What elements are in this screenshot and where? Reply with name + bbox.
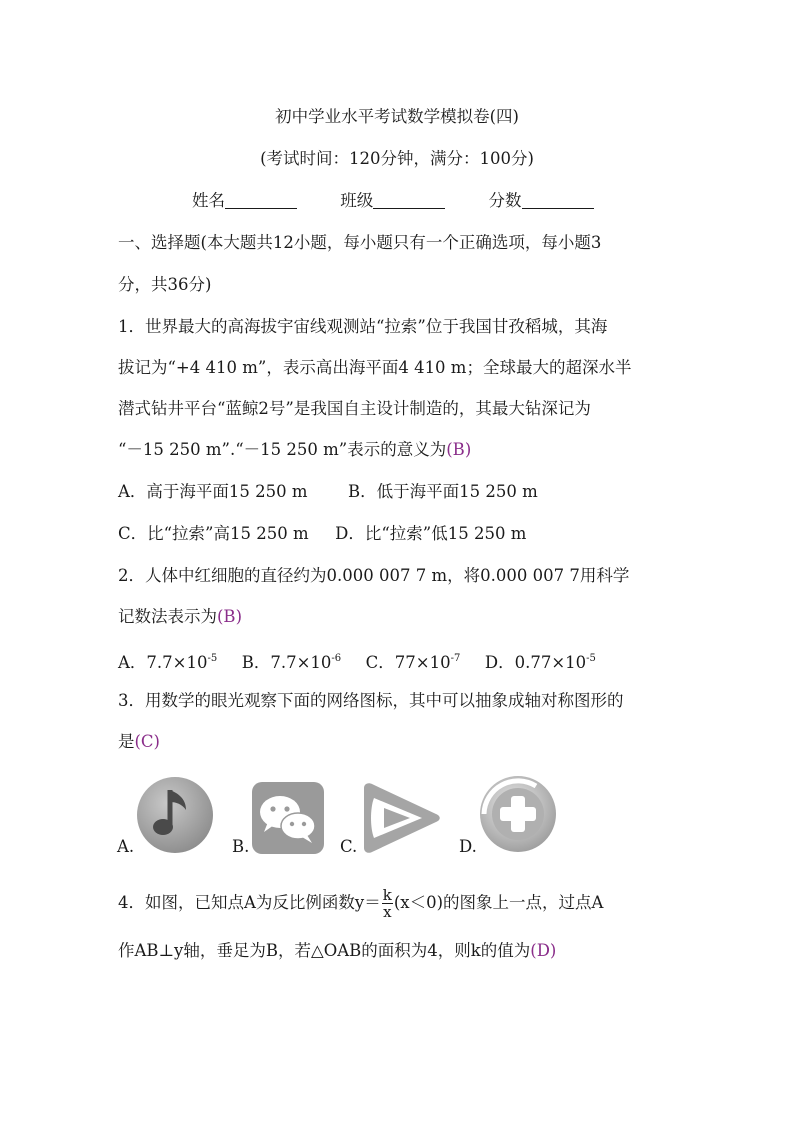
q1-line2: 拔记为“+4 410 m”，表示高出海平面4 410 m；全球最大的超深水半 [118, 358, 632, 377]
section-heading-line1: 一、选择题(本大题共12小题，每小题只有一个正确选项，每小题3 [118, 233, 602, 252]
score-field [489, 190, 594, 212]
q3-stem-end: 是 [118, 732, 135, 751]
score-label: 分数 [488, 191, 522, 210]
score-blank [522, 192, 594, 209]
q1-stem-end: “－15 250 m”.“－15 250 m”表示的意义为 [118, 440, 447, 459]
wechat-chat-icon [252, 782, 324, 854]
q1-line3: 潜式钻井平台“蓝鲸2号”是我国自主设计制造的，其最大钻深记为 [118, 399, 591, 418]
q2-line2 [118, 606, 242, 628]
q2-options-row [118, 648, 596, 674]
student-info-row [192, 190, 594, 212]
q3-label-c: C. [340, 837, 358, 856]
q1-options-row1 [118, 481, 538, 503]
q1-option-b: B．低于海平面15 250 m [348, 482, 538, 501]
q1-options-row2 [118, 523, 526, 545]
page-subtitle: (考试时间：120分钟，满分：100分) [260, 149, 534, 168]
q2-option-b: B．$7.7\times 10^{-6}$ [241, 653, 342, 672]
q1-option-c: C．比“拉索”高15 250 m [118, 524, 309, 543]
name-blank [225, 192, 297, 209]
q2-option-d: D．$0.77\times 10^{-5}$ [484, 653, 596, 672]
q1-option-a: A．高于海平面15 250 m [118, 482, 308, 501]
q2-answer: (B) [217, 607, 242, 626]
q1-answer: (B) [446, 440, 472, 459]
q2-stem-end: 记数法表示为 [118, 607, 217, 626]
q3-line1: 3．用数学的眼光观察下面的网络图标，其中可以抽象成轴对称图形的 [118, 691, 624, 710]
q2-option-a: A．$7.7\times 10^{-5}$ [118, 653, 218, 672]
name-field [192, 190, 297, 212]
q3-label-b: B. [232, 837, 250, 856]
video-play-icon [360, 782, 442, 854]
page-title: 初中学业水平考试数学模拟卷(四) [275, 107, 519, 126]
music-note-icon [136, 776, 214, 854]
fraction-denominator: x [383, 903, 392, 921]
q3-label-d: D. [459, 837, 477, 856]
section-heading-line2: 分，共36分) [118, 275, 212, 294]
class-label: 班级 [340, 191, 374, 210]
q1-option-d: D．比“拉索”低15 250 m [335, 524, 527, 543]
q4-line1 [118, 887, 603, 920]
q4-answer: (D) [530, 941, 557, 960]
q4-stem-end: 作AB⊥y轴，垂足为B，若△OAB的面积为4，则k的值为 [118, 941, 531, 960]
q4-line2 [118, 940, 556, 962]
q2-line1: 2．人体中红细胞的直径约为0.000 007 7 m，将0.000 007 7用科学 [118, 566, 630, 585]
plus-shield-icon [478, 774, 558, 854]
class-field [340, 190, 445, 212]
class-blank [373, 192, 445, 209]
name-label: 姓名 [192, 191, 225, 210]
q4-fraction [382, 887, 393, 920]
q3-answer: (C) [134, 732, 160, 751]
q3-label-a: A. [117, 837, 135, 856]
q4-stem-start: 4．如图，已知点A为反比例函数y＝ [118, 893, 381, 912]
fraction-numerator: k [382, 886, 392, 904]
q3-line2 [118, 731, 160, 753]
q1-line4 [118, 439, 471, 461]
q1-line1: 1．世界最大的高海拔宇宙线观测站“拉索”位于我国甘孜稻城，其海 [118, 317, 608, 336]
q2-option-c: C．$77\times 10^{-7}$ [365, 653, 461, 672]
q4-stem-middle: (x＜0)的图象上一点，过点A [393, 893, 604, 912]
